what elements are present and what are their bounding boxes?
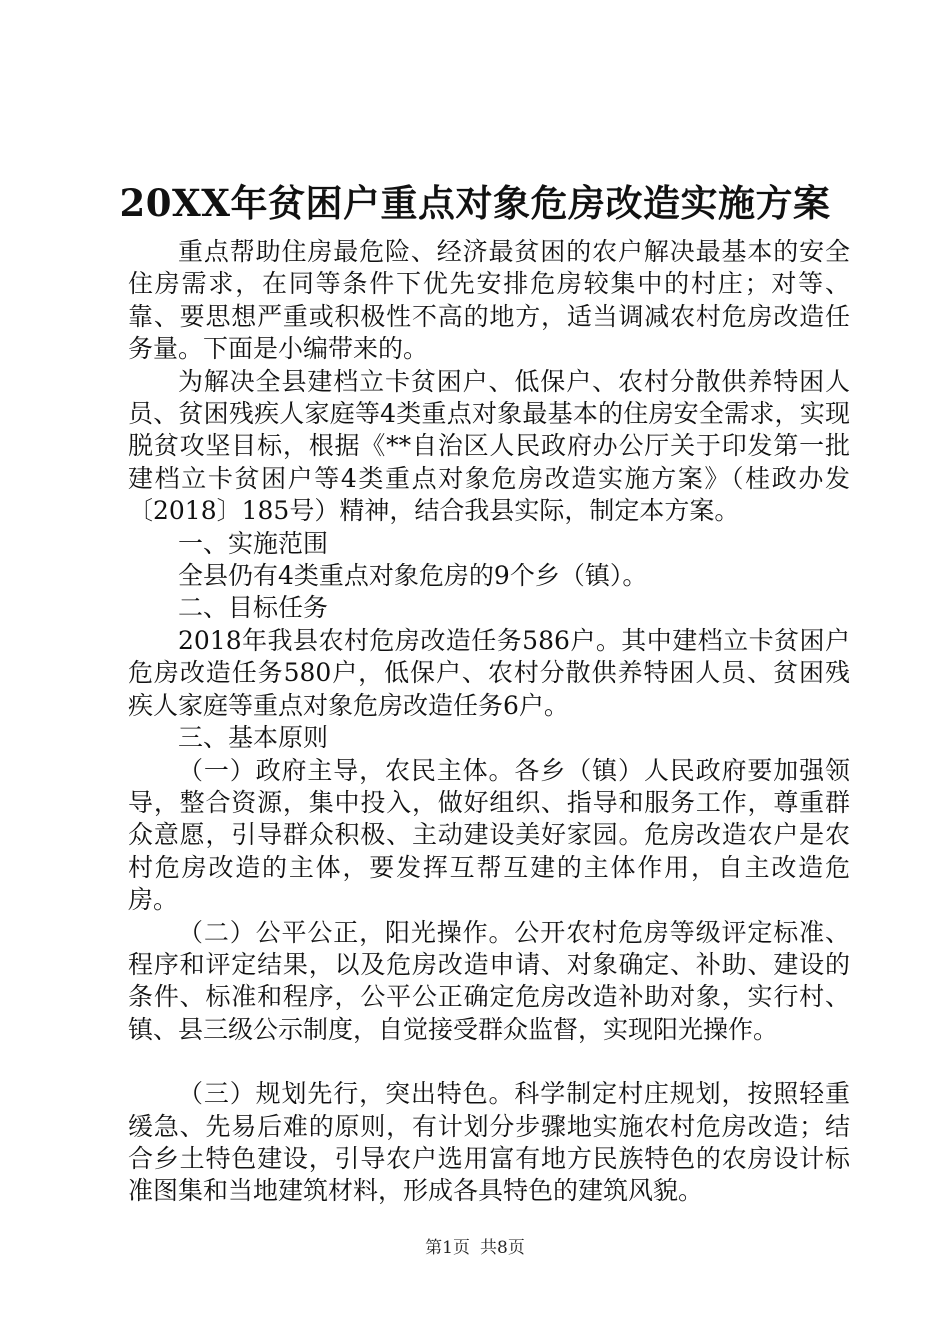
intro-paragraph: 重点帮助住房最危险、经济最贫困的农户解决最基本的安全住房需求，在同等条件下优先安排危房较集中的村庄；对等、靠、要思想严重或积极性不高的地方，适当调减农村危房改造任务量。下面是小编带来的。 <box>128 237 850 364</box>
goals-paragraph: 2018年我县农村危房改造任务586户。其中建档立卡贫困户危房改造任务580户，低保户、农村分散供养特困人员、贫困残疾人家庭等重点对象危房改造任务6户。 <box>128 625 850 720</box>
page-total: 共8页 <box>480 1238 525 1258</box>
page-number: 第1页 <box>425 1238 470 1258</box>
section-heading-scope: 一、实施范围 <box>178 528 329 558</box>
purpose-paragraph: 为解决全县建档立卡贫困户、低保户、农村分散供养特困人员、贫困残疾人家庭等4类重点对象最基本的住房安全需求，实现脱贫攻坚目标，根据《**自治区人民政府办公厅关于印发第一批建档立卡贫困户等4类重点对象危房改造实施方案》（桂政办发〔2018〕185号）精神，结合我县实际，制定本方案。 <box>128 366 850 526</box>
document-body <box>128 236 850 1208</box>
scope-paragraph: 全县仍有4类重点对象危房的9个乡（镇）。 <box>178 561 648 591</box>
principle-one-paragraph: （一）政府主导，农民主体。各乡（镇）人民政府要加强领导，整合资源，集中投入，做好组织、指导和服务工作，尊重群众意愿，引导群众积极、主动建设美好家园。危房改造农户是农村危房改造的主体，要发挥互帮互建的主体作用，自主改造危房。 <box>128 755 850 915</box>
page-footer <box>0 1236 950 1260</box>
document-title: 20XX年贫困户重点对象危房改造实施方案 <box>119 181 831 225</box>
section-heading-goals: 二、目标任务 <box>178 593 329 623</box>
principle-three-paragraph: （三）规划先行，突出特色。科学制定村庄规划，按照轻重缓急、先易后难的原则，有计划分步骤地实施农村危房改造；结合乡土特色建设，引导农户选用富有地方民族特色的农房设计标准图集和当地建筑材料，形成各具特色的建筑风貌。 <box>128 1079 850 1206</box>
principle-two-paragraph: （二）公平公正，阳光操作。公开农村危房等级评定标准、程序和评定结果，以及危房改造申请、对象确定、补助、建设的条件、标准和程序，公平公正确定危房改造补助对象，实行村、镇、县三级公示制度，自觉接受群众监督，实现阳光操作。 <box>128 917 850 1044</box>
section-heading-principles: 三、基本原则 <box>178 723 329 753</box>
